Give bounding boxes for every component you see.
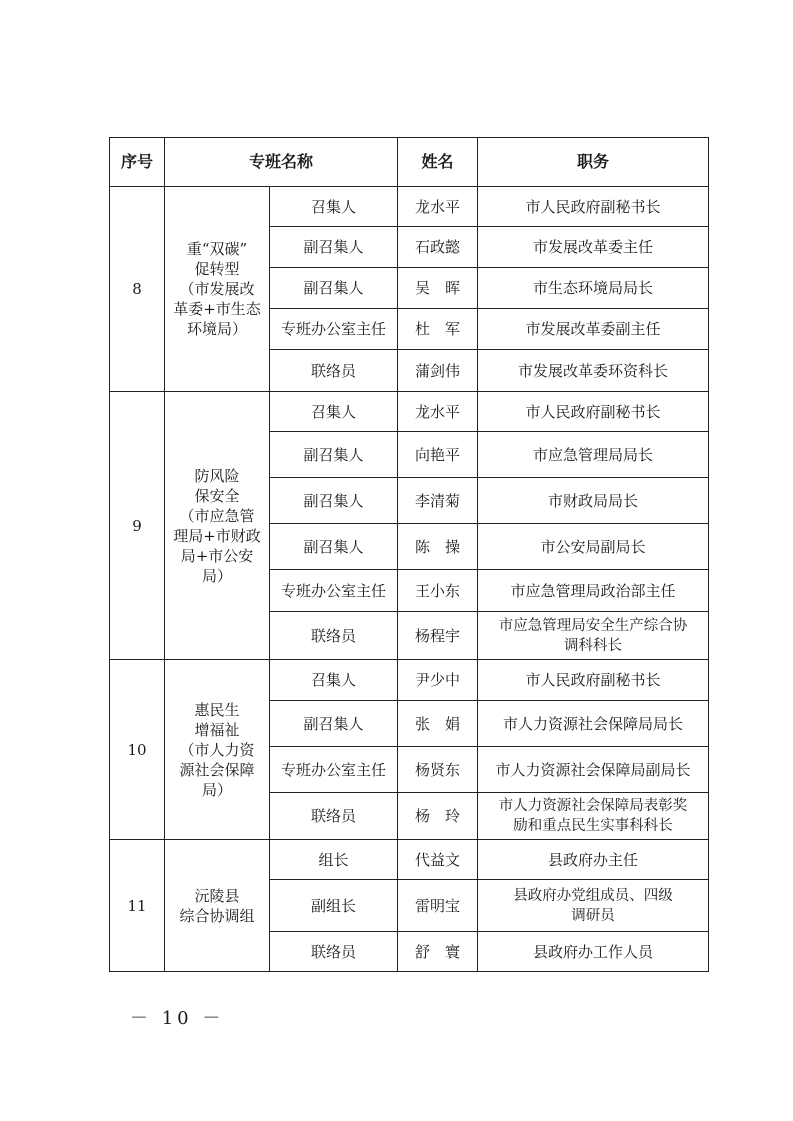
member-role: 专班办公室主任 [270, 309, 398, 350]
table-row [110, 187, 709, 227]
member-name: 杜 军 [398, 309, 478, 350]
member-title-line: 市人力资源社会保障局表彰奖 [498, 798, 688, 814]
member-role: 组长 [270, 840, 398, 880]
member-title: 市应急管理局局长 [478, 432, 709, 478]
member-role: 召集人 [270, 392, 398, 432]
member-title: 市人民政府副秘书长 [478, 660, 709, 701]
roster-table [109, 137, 709, 972]
group-name [165, 187, 270, 392]
group-name-line: 局+市公安 [180, 546, 254, 565]
member-role: 副召集人 [270, 478, 398, 524]
member-role: 副组长 [270, 880, 398, 932]
member-role: 副召集人 [270, 432, 398, 478]
member-title: 市财政局局长 [478, 478, 709, 524]
member-title [478, 793, 709, 840]
member-role: 副召集人 [270, 227, 398, 268]
member-role: 召集人 [270, 660, 398, 701]
table-row [110, 392, 709, 432]
group-name-line: 环境局） [186, 320, 247, 338]
group-name [165, 660, 270, 840]
member-role: 联络员 [270, 612, 398, 660]
member-name: 陈 操 [398, 524, 478, 570]
member-name: 雷明宝 [398, 880, 478, 932]
group-name-line: 革委+市生态 [173, 300, 261, 318]
group-name-line: 综合协调组 [179, 906, 255, 925]
member-title-line: 调科科长 [564, 637, 622, 654]
member-role: 专班办公室主任 [270, 570, 398, 612]
member-name: 尹少中 [398, 660, 478, 701]
member-title: 市人力资源社会保障局副局长 [478, 747, 709, 793]
member-title: 市公安局副局长 [478, 524, 709, 570]
member-title: 县政府办工作人员 [478, 932, 709, 972]
member-role: 联络员 [270, 350, 398, 392]
group-no: 9 [110, 392, 165, 660]
group-name-line: 保安全 [194, 486, 240, 505]
member-name: 张 娟 [398, 701, 478, 747]
member-title [478, 612, 709, 660]
header-no: 序号 [110, 138, 165, 187]
group-name-line: 局） [201, 566, 232, 585]
member-name: 杨 玲 [398, 793, 478, 840]
member-title-line: 市应急管理局安全生产综合协 [498, 617, 688, 634]
member-name: 向艳平 [398, 432, 478, 478]
member-name: 杨贤东 [398, 747, 478, 793]
member-title: 市人力资源社会保障局局长 [478, 701, 709, 747]
member-name: 蒲剑伟 [398, 350, 478, 392]
member-title-line: 调研员 [571, 907, 615, 924]
group-name-line: 源社会保障 [179, 760, 255, 779]
group-name-line: 促转型 [194, 260, 240, 278]
group-name-line: （市人力资 [179, 740, 255, 759]
member-name: 石政懿 [398, 227, 478, 268]
member-role: 专班办公室主任 [270, 747, 398, 793]
member-name: 代益文 [398, 840, 478, 880]
member-title: 市发展改革委环资科长 [478, 350, 709, 392]
member-title: 市人民政府副秘书长 [478, 392, 709, 432]
group-name-line: 增福祉 [194, 720, 240, 739]
member-title [478, 880, 709, 932]
header-group: 专班名称 [165, 138, 398, 187]
member-role: 联络员 [270, 793, 398, 840]
group-no: 8 [110, 187, 165, 392]
member-role: 副召集人 [270, 524, 398, 570]
group-name-line: 沅陵县 [194, 886, 240, 905]
member-name: 吴 晖 [398, 268, 478, 309]
member-role: 副召集人 [270, 701, 398, 747]
member-role: 联络员 [270, 932, 398, 972]
table-row [110, 660, 709, 701]
group-no: 10 [110, 660, 165, 840]
member-title: 市应急管理局政治部主任 [478, 570, 709, 612]
member-title: 县政府办主任 [478, 840, 709, 880]
header-row [110, 138, 709, 187]
member-name: 龙水平 [398, 187, 478, 227]
member-name: 王小东 [398, 570, 478, 612]
group-name-line: （市应急管 [179, 506, 255, 525]
table-row [110, 840, 709, 880]
group-name [165, 840, 270, 972]
member-role: 副召集人 [270, 268, 398, 309]
member-title-line: 励和重点民生实事科科长 [513, 818, 673, 834]
page-number: － 10 － [130, 1008, 225, 1029]
group-name-line: 理局+市财政 [173, 526, 261, 545]
group-name-line: 防风险 [194, 466, 240, 485]
member-name: 龙水平 [398, 392, 478, 432]
member-title: 市人民政府副秘书长 [478, 187, 709, 227]
member-name: 杨程宇 [398, 612, 478, 660]
member-role: 召集人 [270, 187, 398, 227]
group-name-line: 局） [201, 780, 232, 799]
header-name: 姓名 [398, 138, 478, 187]
member-name: 舒 寰 [398, 932, 478, 972]
member-title-line: 县政府办党组成员、四级 [513, 887, 673, 904]
member-title: 市发展改革委副主任 [478, 309, 709, 350]
member-title: 市生态环境局局长 [478, 268, 709, 309]
member-title: 市发展改革委主任 [478, 227, 709, 268]
member-name: 李清菊 [398, 478, 478, 524]
group-name-line: （市发展改 [179, 280, 255, 298]
group-no: 11 [110, 840, 165, 972]
group-name-line: 惠民生 [194, 700, 240, 719]
group-name [165, 392, 270, 660]
group-name-line: 重“双碳” [186, 240, 248, 258]
header-title: 职务 [478, 138, 709, 187]
